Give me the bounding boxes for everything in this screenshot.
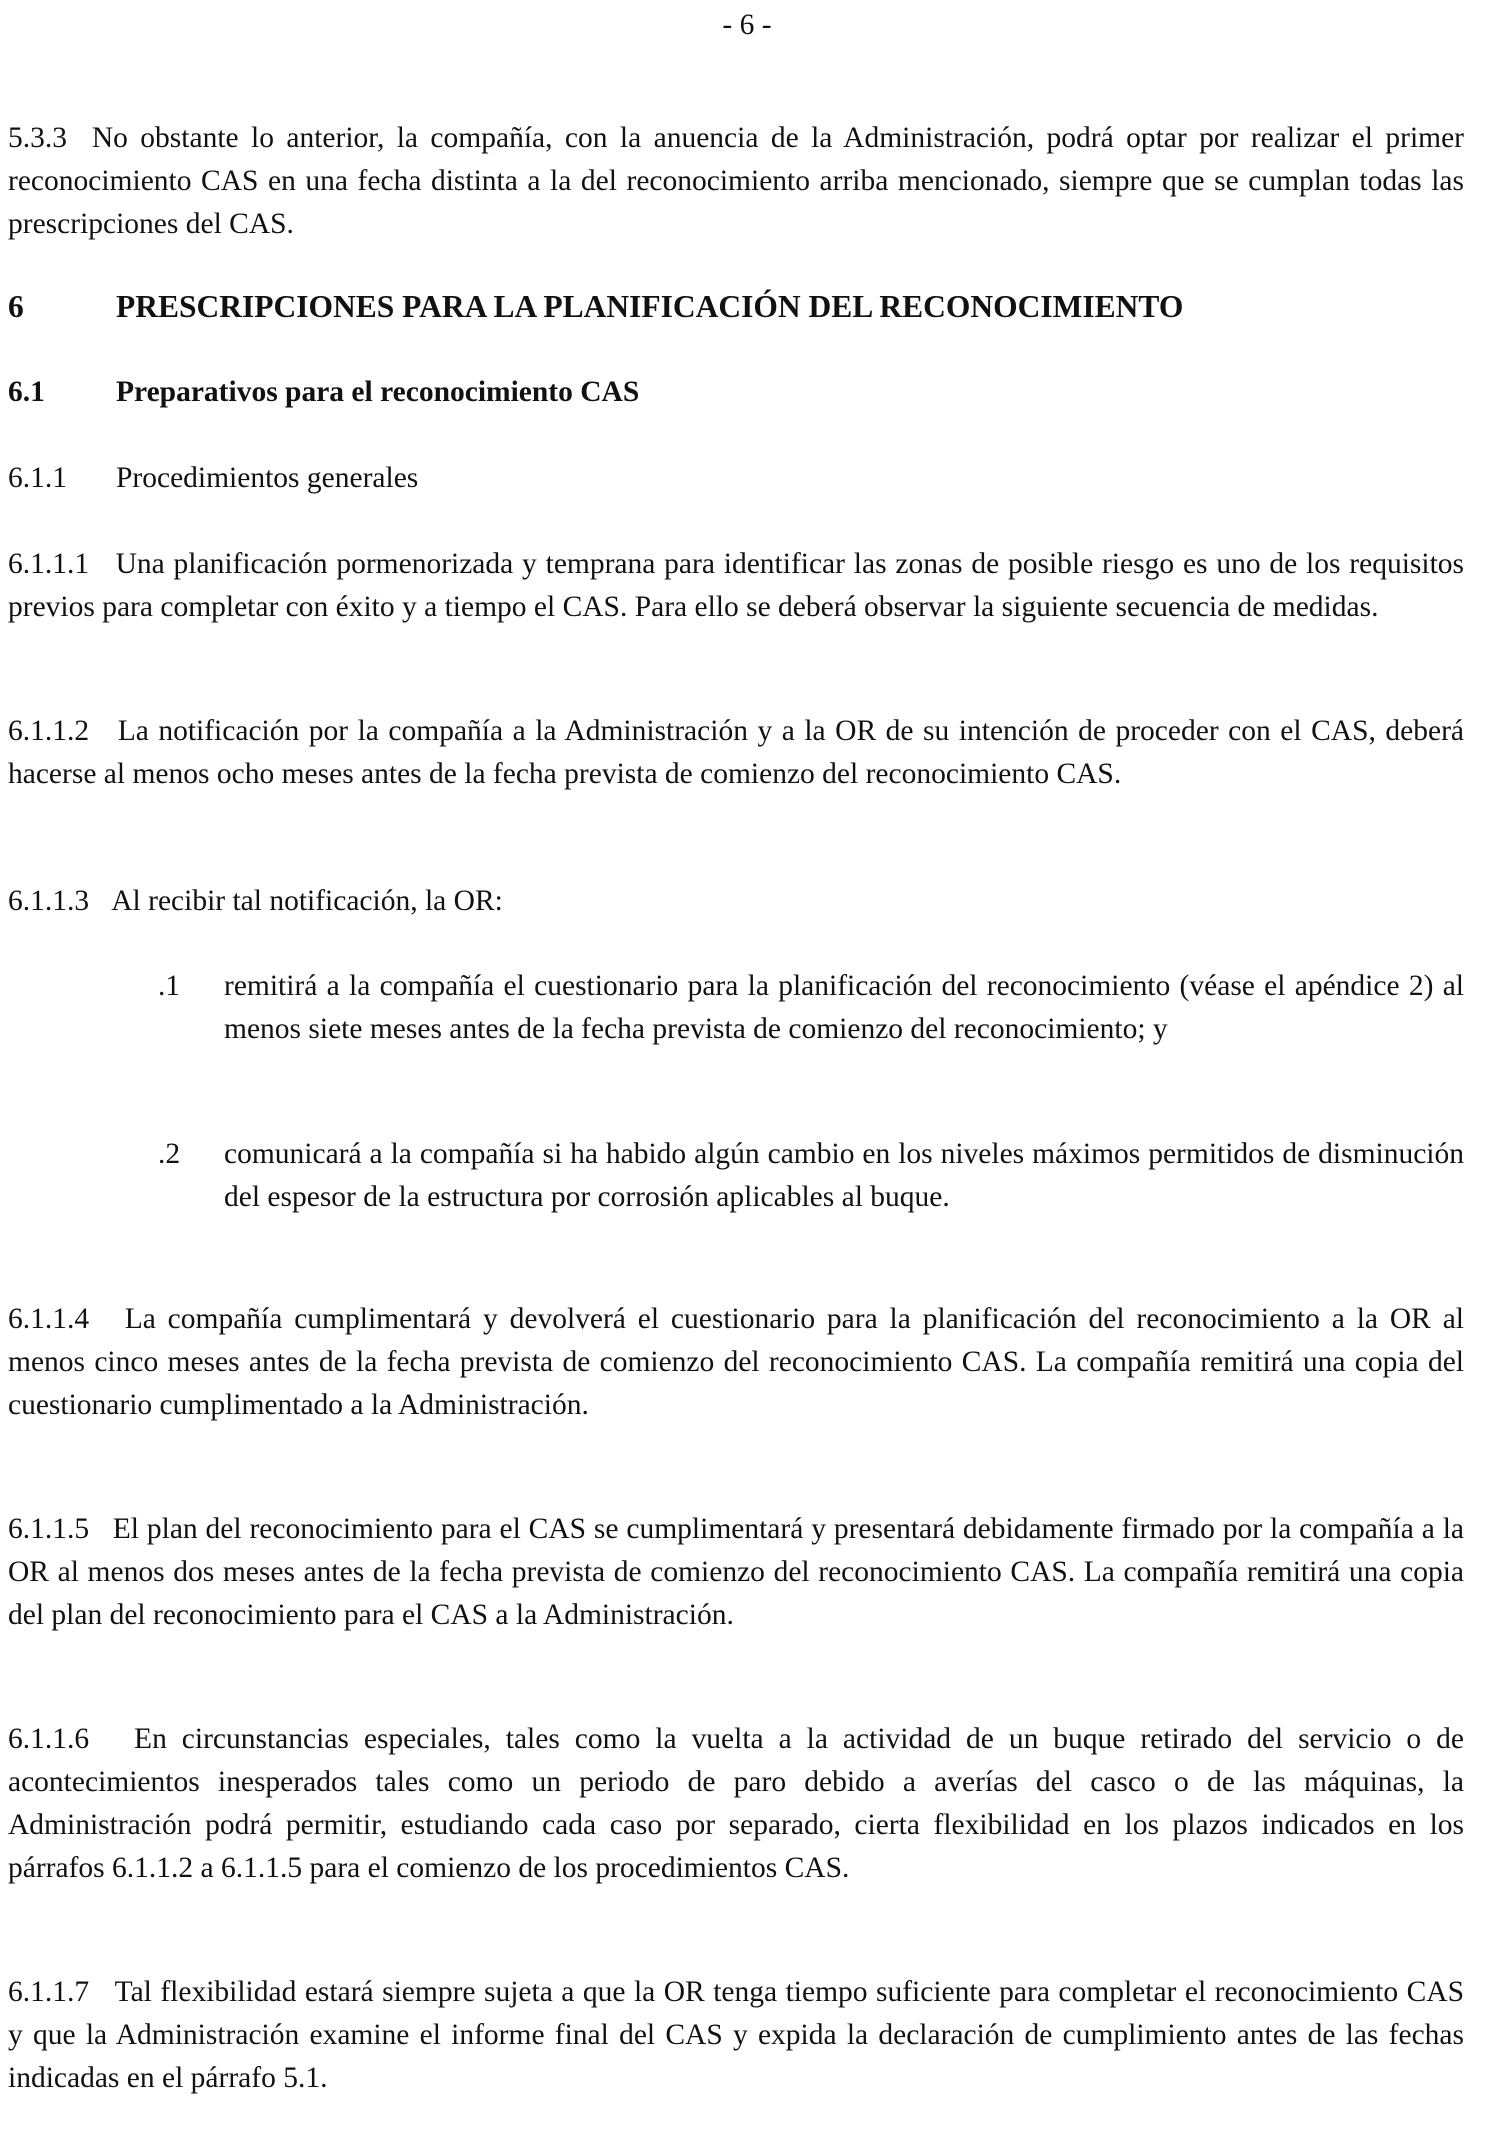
paragraph-text: No obstante lo anterior, la compañía, con la anuencia de la Administración, podrá optar por realizar el primer reconocimiento CAS en una fecha distinta a la del reconocimiento arriba mencionado, siempre que se cumplan todas las prescripciones del CAS.: [8, 122, 1465, 240]
list-marker: .2: [158, 1138, 181, 1170]
paragraph-number: 6.1.1.2: [8, 715, 90, 747]
section-title: PRESCRIPCIONES PARA LA PLANIFICACIÓN DEL RECONOCIMIENTO: [116, 289, 1184, 324]
page-number: - 6 -: [722, 9, 772, 41]
paragraph-text: En circunstancias especiales, tales como la vuelta a la actividad de un buque retirado del servicio o de acontecimientos inesperados tales como un periodo de paro debido a averías del casco o de las máquinas, la Administración podrá permitir, estudiando cada caso por separado, cierta flexibilidad en los plazos indicados en los párrafos 6.1.1.2 a 6.1.1.5 para el comienzo de los procedimientos CAS.: [8, 1723, 1464, 1884]
section-number: 6: [8, 289, 24, 324]
paragraph-number: 6.1.1.3: [8, 885, 90, 917]
paragraph-text: Tal flexibilidad estará siempre sujeta a que la OR tenga tiempo suficiente para completar el reconocimiento CAS y que la Administración examine el informe final del CAS y expida la declaración de cumplimiento antes de las fechas indicadas en el párrafo 5.1.: [8, 1976, 1464, 2094]
section-title: Procedimientos generales: [116, 462, 419, 494]
paragraph-text: La compañía cumplimentará y devolverá el cuestionario para la planificación del reconocimiento a la OR al menos cinco meses antes de la fecha prevista de comienzo del reconocimiento CAS. La compañía remitirá una copia del cuestionario cumplimentado a la Administración.: [8, 1303, 1465, 1421]
section-number: 6.1.1: [8, 462, 67, 494]
paragraph-number: 5.3.3: [8, 122, 67, 154]
paragraph-6-1-1-5: [8, 1508, 1464, 1637]
paragraph-number: 6.1.1.1: [8, 548, 90, 580]
paragraph-6-1-1-4: [8, 1298, 1464, 1427]
paragraph-text: La notificación por la compañía a la Administración y a la OR de su intención de proceder con el CAS, deberá hacerse al menos ocho meses antes de la fecha prevista de comienzo del reconocimiento CAS.: [8, 715, 1464, 790]
paragraph-5-3-3: [8, 117, 1464, 246]
paragraph-6-1-1-3: [8, 880, 1464, 923]
paragraph-6-1-1-2: [8, 710, 1464, 796]
list-item: [158, 1133, 1464, 1219]
section-heading-6: [8, 285, 1183, 328]
section-title: Preparativos para el reconocimiento CAS: [116, 376, 640, 408]
paragraph-text: El plan del reconocimiento para el CAS se cumplimentará y presentará debidamente firmado por la compañía a la OR al menos dos meses antes de la fecha prevista de comienzo del reconocimiento CAS. La compañía remitirá una copia del plan del reconocimiento para el CAS a la Administración.: [8, 1513, 1464, 1631]
paragraph-6-1-1-1: [8, 543, 1464, 629]
section-heading-6-1: [8, 371, 639, 414]
paragraph-6-1-1-6: [8, 1718, 1464, 1890]
paragraph-number: 6.1.1.4: [8, 1303, 90, 1335]
list-item: [158, 965, 1464, 1051]
paragraph-number: 6.1.1.5: [8, 1513, 90, 1545]
paragraph-number: 6.1.1.7: [8, 1976, 90, 2008]
paragraph-6-1-1-7: [8, 1971, 1464, 2100]
section-heading-6-1-1: [8, 457, 418, 500]
list-item-text: comunicará a la compañía si ha habido algún cambio en los niveles máximos permitidos de disminución del espesor de la estructura por corrosión aplicables al buque.: [224, 1138, 1464, 1213]
paragraph-text: Al recibir tal notificación, la OR:: [111, 885, 503, 917]
paragraph-number: 6.1.1.6: [8, 1723, 90, 1755]
list-item-text: remitirá a la compañía el cuestionario para la planificación del reconocimiento (véase el apéndice 2) al menos siete meses antes de la fecha prevista de comienzo del reconocimiento; y: [224, 970, 1464, 1045]
section-number: 6.1: [8, 376, 45, 408]
list-marker: .1: [158, 970, 181, 1002]
paragraph-text: Una planificación pormenorizada y temprana para identificar las zonas de posible riesgo es uno de los requisitos previos para completar con éxito y a tiempo el CAS. Para ello se deberá observar la siguiente secuencia de medidas.: [8, 548, 1465, 623]
